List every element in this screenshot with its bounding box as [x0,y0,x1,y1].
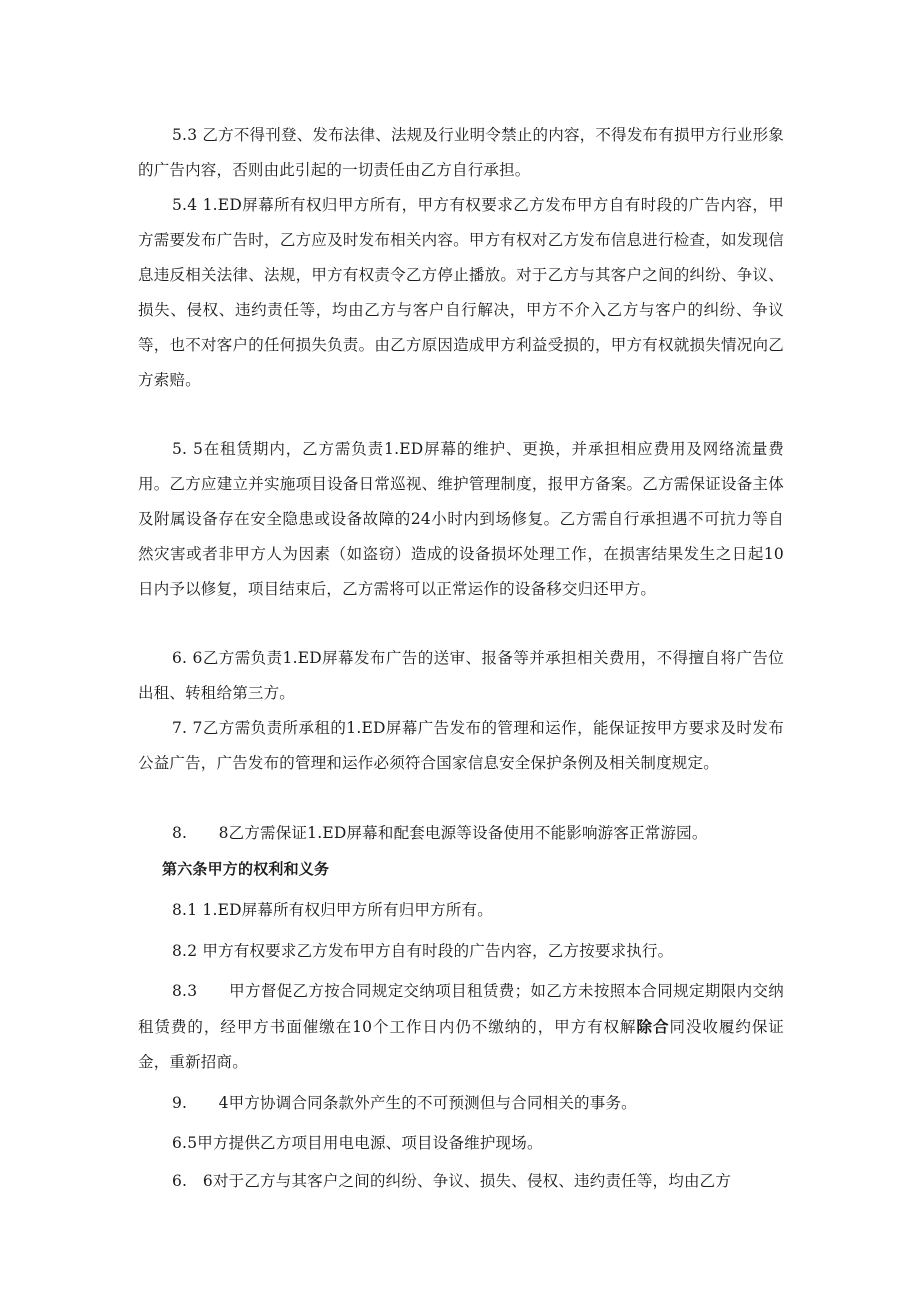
paragraph-5-4: 5.4 1.ED屏幕所有权归甲方所有，甲方有权要求乙方发布甲方自有时段的广告内容，甲方需要发布广告时，乙方应及时发布相关内容。甲方有权对乙方发布信息进行检查，如发现信息违反相关法律、法规，甲方有权责令乙方停止播放。对于乙方与其客户之间的纠纷、争议、损失、侵权、违约责任等，均由乙方与客户自行解决，甲方不介入乙方与客户的纠纷、争议等，也不对客户的任何损失负责。由乙方原因造成甲方利益受损的，甲方有权就损失情况向乙方索赔。 [138,196,784,389]
paragraph-6-6: 6. 6乙方需负责1.ED屏幕发布广告的送审、报备等并承担相关费用，不得擅自将广告位出租、转租给第三方。 [138,649,784,702]
paragraph-9-4: 9. 4甲方协调合同条款外产生的不可预测但与合同相关的事务。 [172,1094,637,1112]
section-heading: 第六条甲方的权利和义务 [162,860,330,878]
paragraph-6-6b: 6. 6对于乙方与其客户之间的纠纷、争议、损失、侵权、违约责任等，均由乙方 [172,1172,732,1190]
paragraph-8-3-bold-text: 除合 [636,1017,670,1036]
paragraph-8-3 [138,974,784,1080]
paragraph-5-5: 5. 5在租赁期内，乙方需负责1.ED屏幕的维护、更换，并承担相应费用及网络流量费用。乙方应建立并实施项目设备日常巡视、维护管理制度，报甲方备案。乙方需保证设备主体及附属设备存在安全隐患或设备故障的24小时内到场修复。乙方需自行承担遇不可抗力等自然灾害或者非甲方人为因素（如盗窃）造成的设备损坏处理工作，在损害结果发生之日起10日内予以修复，项目结束后，乙方需将可以正常运作的设备移交归还甲方。 [138,440,784,598]
paragraph-5-3: 5.3 乙方不得刊登、发布法律、法规及行业明令禁止的内容，不得发布有损甲方行业形象的广告内容，否则由此引起的一切责任由乙方自行承担。 [138,126,784,179]
paragraph-8-2: 8.2 甲方有权要求乙方发布甲方自有时段的广告内容，乙方按要求执行。 [172,942,674,960]
paragraph-8-8: 8. 8乙方需保证1.ED屏幕和配套电源等设备使用不能影响游客正常游园。 [172,824,708,842]
paragraph-6-5: 6.5甲方提供乙方项目用电电源、项目设备维护现场。 [172,1134,543,1152]
paragraph-8-1: 8.1 1.ED屏幕所有权归甲方所有归甲方所有。 [172,901,493,919]
paragraph-8-3-text-end: 同没收履约保证金，重新招商。 [138,1018,785,1071]
paragraph-7-7: 7. 7乙方需负责所承租的1.ED屏幕广告发布的管理和运作，能保证按甲方要求及时发布公益广告，广告发布的管理和运作必须符合国家信息安全保护条例及相关制度规定。 [138,719,784,772]
paragraph-8-3-text: 8.3 甲方督促乙方按合同规定交纳项目租赁费；如乙方未按照本合同规定期限内交纳租赁费的，经甲方书面催缴在10个工作日内仍不缴纳的，甲方有权解 [138,982,784,1036]
